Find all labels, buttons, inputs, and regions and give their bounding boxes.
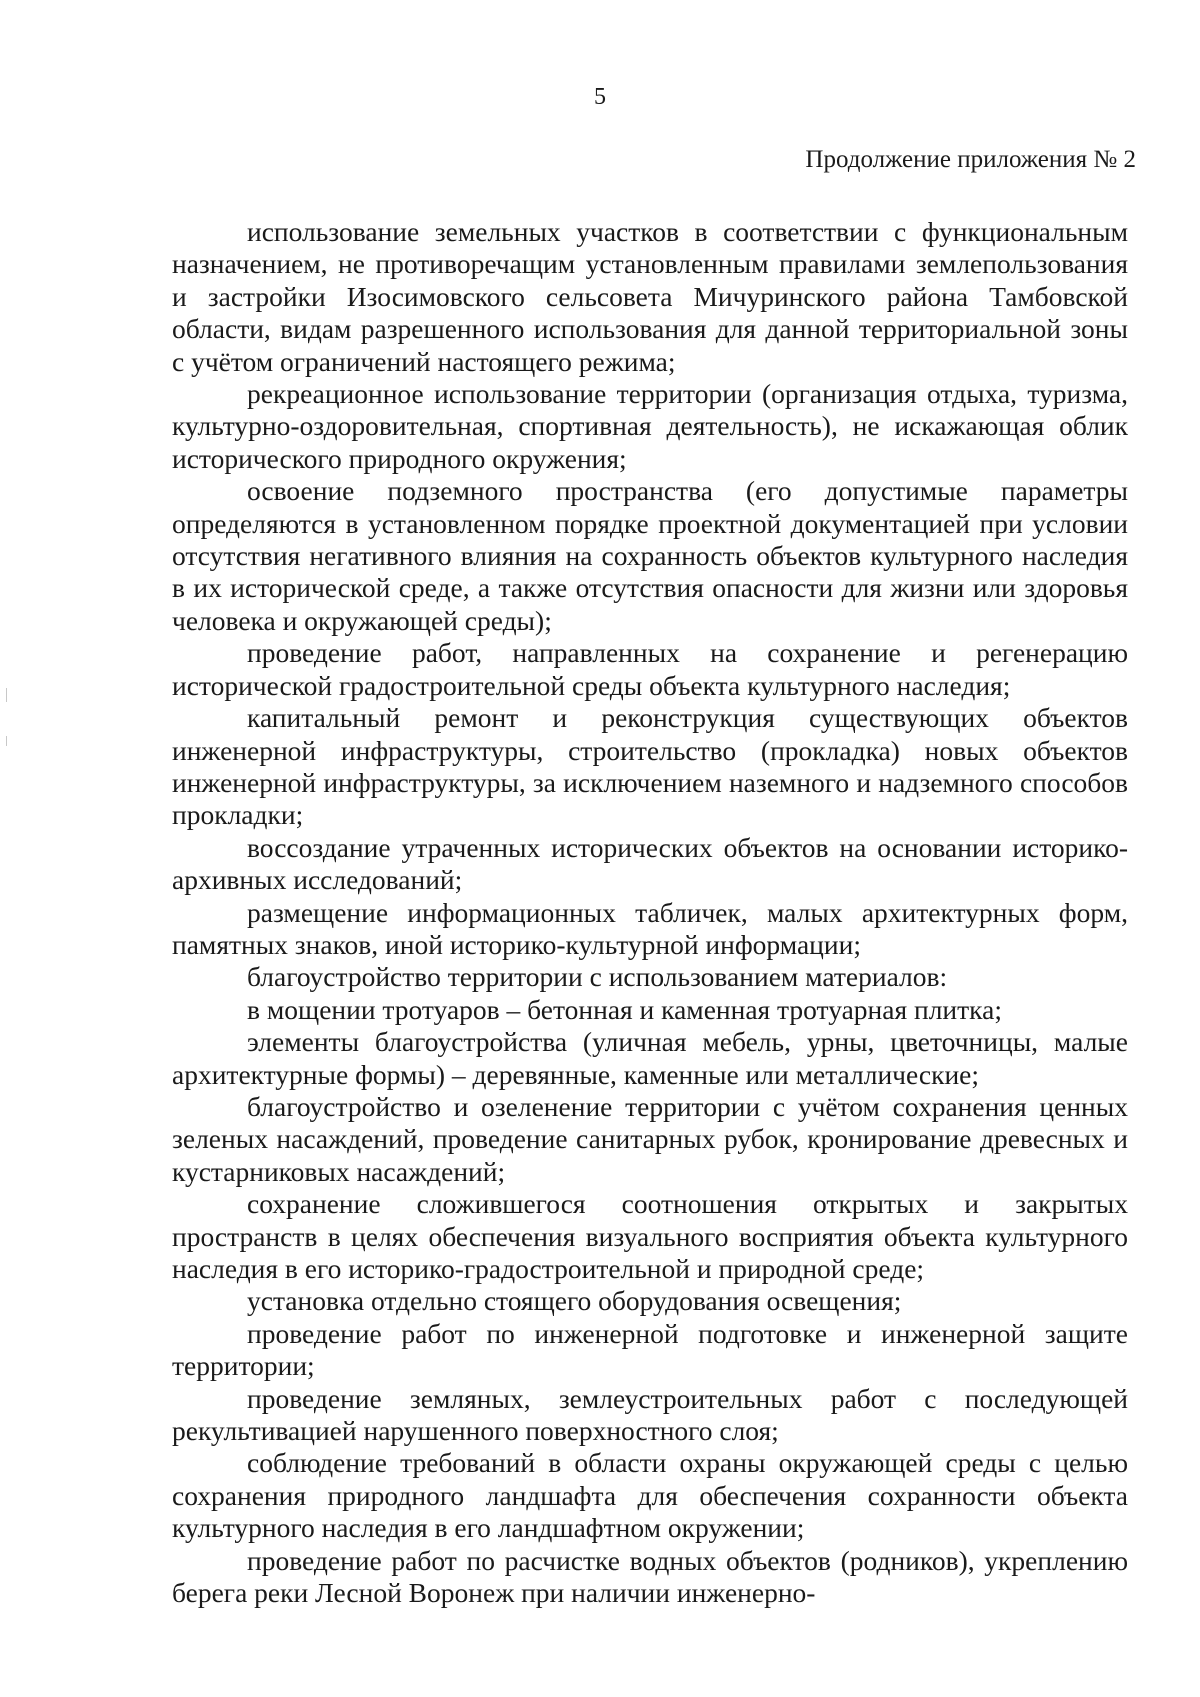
paragraph: размещение информационных табличек, малых архитектурных форм, памятных знаков, иной историко-культурной информации; xyxy=(172,896,1128,960)
paragraph: сохранение сложившегося соотношения открытых и закрытых пространств в целях обеспечения визуального восприятия объекта культурного наследия в его историко-градостроительной и природной среде; xyxy=(172,1188,1128,1284)
paragraph: в мощении тротуаров – бетонная и каменная тротуарная плитка; xyxy=(247,993,1002,1025)
document-body xyxy=(172,216,1128,1609)
paragraph: освоение подземного пространства (его допустимые параметры определяются в установленном порядке проектной документацией при условии отсутствия негативного влияния на сохранность объектов культурного наследия в их исторической среде, а также отсутствия опасности для жизни или здоровья человека и окружающей среды); xyxy=(172,475,1128,636)
paragraph: использование земельных участков в соответствии с функциональным назначением, не противоречащим установленным правилами землепользования и застройки Изосимовского сельсовета Мичуринского района Тамбовской области, видам разрешенного использования для данной территориальной зоны с учётом ограничений настоящего режима; xyxy=(172,216,1128,377)
paragraph: благоустройство территории с использованием материалов: xyxy=(247,961,948,993)
paragraph: проведение работ по инженерной подготовке и инженерной защите территории; xyxy=(172,1317,1128,1382)
paragraph: благоустройство и озеленение территории с учётом сохранения ценных зеленых насаждений, проведение санитарных рубок, кронирование древесных и кустарниковых насаждений; xyxy=(172,1090,1128,1187)
paragraph: капитальный ремонт и реконструкция существующих объектов инженерной инфраструктуры, строительство (прокладка) новых объектов инженерной инфраструктуры, за исключением наземного и надземного способов прокладки; xyxy=(172,702,1128,831)
scan-edge-mark xyxy=(6,688,7,702)
scan-edge-mark xyxy=(6,736,7,746)
paragraph: проведение работ по расчистке водных объектов (родников), укреплению берега реки Лесной Воронеж при наличии инженерно- xyxy=(172,1544,1128,1609)
paragraph: проведение земляных, землеустроительных работ с последующей рекультивацией нарушенного поверхностного слоя; xyxy=(172,1382,1128,1447)
paragraph: воссоздание утраченных исторических объектов на основании историко-архивных исследований; xyxy=(172,831,1128,896)
paragraph: элементы благоустройства (уличная мебель, урны, цветочницы, малые архитектурные формы) – деревянные, каменные или металлические; xyxy=(172,1026,1128,1090)
annex-continuation-note: Продолжение приложения № 2 xyxy=(805,146,1136,173)
paragraph: проведение работ, направленных на сохранение и регенерацию исторической градостроительной среды объекта культурного наследия; xyxy=(172,637,1128,701)
paragraph: установка отдельно стоящего оборудования освещения; xyxy=(247,1285,902,1317)
paragraph: соблюдение требований в области охраны окружающей среды с целью сохранения природного ландшафта для обеспечения сохранности объекта культурного наследия в его ландшафтном окружении; xyxy=(172,1447,1128,1544)
page-number: 5 xyxy=(594,84,606,110)
paragraph: рекреационное использование территории (организация отдыха, туризма, культурно-оздоровительная, спортивная деятельность), не искажающая облик исторического природного окружения; xyxy=(172,378,1128,474)
